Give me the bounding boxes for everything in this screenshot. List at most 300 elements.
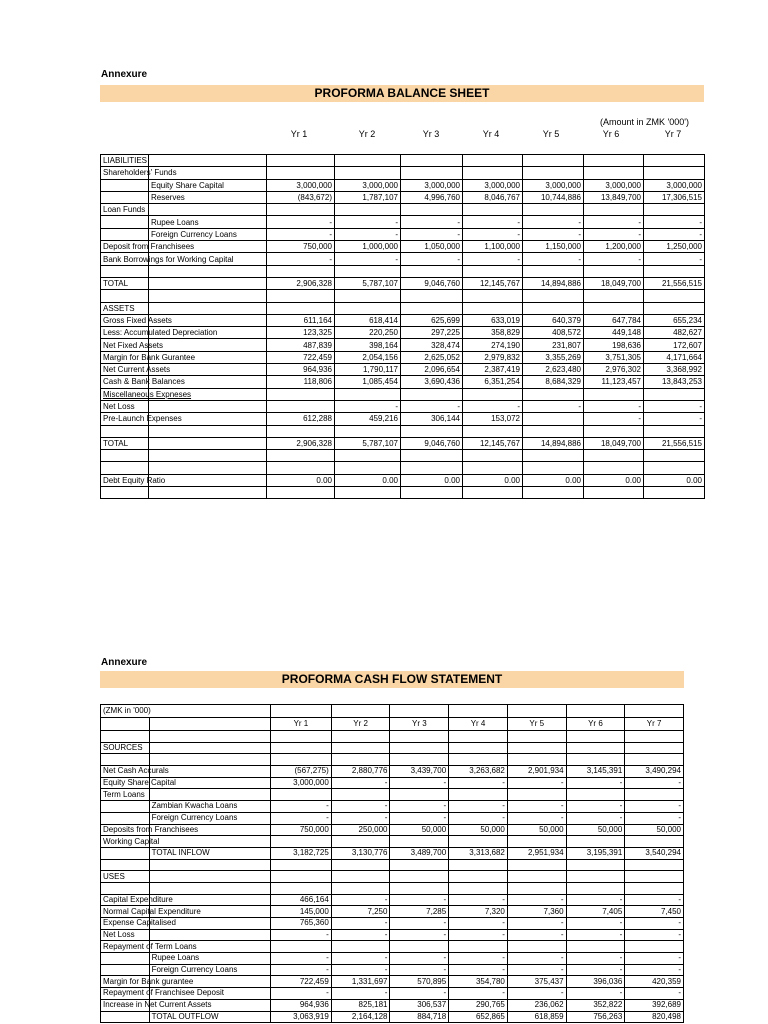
year-header: Yr 2 [331,718,390,731]
empty-cell [149,731,270,743]
value-cell: 750,000 [271,824,332,836]
empty-cell [149,155,267,167]
value-cell [390,871,449,883]
table-row [101,487,705,499]
value-cell: 7,405 [566,906,625,918]
value-cell: - [331,777,390,789]
value-cell: 612,288 [267,413,335,425]
value-cell: 2,164,128 [331,1011,390,1023]
table-row [101,953,684,965]
value-cell: (843,672) [267,191,335,203]
value-cell: 220,250 [335,327,401,339]
value-cell [463,425,523,437]
value-cell [566,882,625,894]
value-cell: 123,325 [267,327,335,339]
value-cell: 3,130,776 [331,847,390,859]
value-cell: 4,171,664 [644,351,705,363]
year-header: Yr 6 [566,718,625,731]
table-row [101,191,705,203]
row-label: Margin for Bank Gurantee [101,351,149,363]
balance-sheet-year-headers [0,129,768,141]
value-cell: 3,751,305 [584,351,644,363]
value-cell: 3,063,919 [271,1011,332,1023]
value-cell [566,836,625,848]
value-cell: - [449,918,508,930]
value-cell: - [449,953,508,965]
row-label: Debt Equity Ratio [101,474,149,486]
value-cell: - [584,413,644,425]
value-cell: 236,062 [507,999,566,1011]
empty-cell [149,425,267,437]
value-cell: 1,150,000 [523,241,584,253]
table-row [101,228,705,240]
value-cell [566,754,625,766]
table-row [101,400,705,412]
value-cell [644,462,705,474]
value-cell [625,871,684,883]
value-cell [625,882,684,894]
row-sublabel: Zambian Kwacha Loans [149,801,270,813]
value-cell [267,462,335,474]
row-label: Increase in Net Current Assets [101,999,150,1011]
table-row [101,339,705,351]
value-cell: - [463,228,523,240]
empty-cell [101,191,149,203]
value-cell [463,388,523,400]
value-cell [523,425,584,437]
value-cell: 1,200,000 [584,241,644,253]
value-cell [331,871,390,883]
value-cell [401,167,463,179]
table-row [101,1011,684,1023]
value-cell: 1,790,117 [335,364,401,376]
value-cell [449,742,508,754]
table-row [101,179,705,191]
value-cell [390,754,449,766]
value-cell [331,941,390,953]
value-cell [566,859,625,871]
value-cell [449,859,508,871]
table-row [101,241,705,253]
value-cell: 2,625,052 [401,351,463,363]
value-cell: 964,936 [267,364,335,376]
value-cell: - [625,894,684,906]
year-header: Yr 6 [602,129,620,139]
value-cell: 3,313,682 [449,847,508,859]
balance-sheet-title: PROFORMA BALANCE SHEET [100,85,704,102]
value-cell [335,462,401,474]
value-cell [335,167,401,179]
value-cell: - [390,929,449,941]
value-cell: 570,895 [390,976,449,988]
value-cell: 2,906,328 [267,277,335,289]
row-sublabel: TOTAL INFLOW [149,847,270,859]
empty-cell [149,277,267,289]
row-label: Deposits from Franchisees [101,824,150,836]
value-cell: 3,145,391 [566,766,625,778]
table-row [101,882,684,894]
value-cell [644,302,705,314]
value-cell: - [390,801,449,813]
year-header: Yr 3 [422,129,440,139]
value-cell: 14,894,886 [523,277,584,289]
value-cell [644,450,705,462]
table-row [101,290,705,302]
value-cell [401,204,463,216]
value-cell: 884,718 [390,1011,449,1023]
empty-cell [101,487,149,499]
value-cell [401,425,463,437]
value-cell [401,487,463,499]
value-cell: 7,285 [390,906,449,918]
table-row [101,437,705,449]
value-cell [463,290,523,302]
empty-cell [149,789,270,801]
empty-cell [101,847,150,859]
value-cell: - [335,216,401,228]
year-header: Yr 4 [482,129,500,139]
value-cell: 7,320 [449,906,508,918]
value-cell: - [463,216,523,228]
empty-cell [149,437,267,449]
value-cell [331,731,390,743]
table-row [101,155,705,167]
value-cell: 618,414 [335,314,401,326]
year-header: Yr 4 [449,718,508,731]
annexure-label: Annexure [101,69,148,80]
empty-cell [101,216,149,228]
value-cell: 0.00 [335,474,401,486]
value-cell [335,155,401,167]
row-label: Net Current Assets [101,364,149,376]
value-cell: 3,000,000 [335,179,401,191]
row-label: Bank Borrowings for Working Capital [101,253,149,265]
value-cell [584,425,644,437]
value-cell: 0.00 [463,474,523,486]
value-cell: 2,387,419 [463,364,523,376]
value-cell: 2,951,934 [507,847,566,859]
value-cell: 0.00 [523,474,584,486]
value-cell [523,302,584,314]
empty-cell [101,290,149,302]
empty-cell [101,228,149,240]
value-cell: - [625,988,684,1000]
value-cell: - [644,216,705,228]
value-cell [625,836,684,848]
value-cell [267,400,335,412]
row-label: Working Capital [101,836,150,848]
row-label: Capital Expenditure [101,894,150,906]
value-cell: - [390,964,449,976]
value-cell [584,167,644,179]
value-cell [584,265,644,277]
value-cell [584,450,644,462]
value-cell: 375,437 [507,976,566,988]
value-cell: 3,490,294 [625,766,684,778]
value-cell: - [401,228,463,240]
value-cell [566,941,625,953]
table-row [101,894,684,906]
row-sublabel: Rupee Loans [149,953,270,965]
value-cell [271,941,332,953]
value-cell: 50,000 [390,824,449,836]
value-cell: 145,000 [271,906,332,918]
value-cell [566,789,625,801]
value-cell: 14,894,886 [523,437,584,449]
empty-cell [101,964,150,976]
row-sublabel: Reserves [149,191,267,203]
value-cell [401,388,463,400]
value-cell: - [566,777,625,789]
value-cell [463,487,523,499]
table-row [101,351,705,363]
value-cell: - [449,801,508,813]
value-cell: - [625,953,684,965]
year-header: Yr 1 [271,718,332,731]
row-sublabel: Foreign Currency Loans [149,228,267,240]
row-label: TOTAL [101,277,149,289]
value-cell: - [331,953,390,965]
empty-cell [149,871,270,883]
table-row [101,918,684,930]
value-cell [507,836,566,848]
value-cell: 352,822 [566,999,625,1011]
value-cell [390,859,449,871]
table-row [101,777,684,789]
table-row [101,988,684,1000]
value-cell [449,941,508,953]
empty-cell [101,882,150,894]
value-cell: 17,306,515 [644,191,705,203]
value-cell [335,425,401,437]
value-cell [390,731,449,743]
value-cell [449,882,508,894]
row-sublabel: TOTAL OUTFLOW [149,1011,270,1023]
value-cell: - [566,918,625,930]
value-cell: - [523,228,584,240]
balance-sheet-table [100,154,705,499]
value-cell: 198,636 [584,339,644,351]
value-cell [390,789,449,801]
value-cell: 3,368,992 [644,364,705,376]
row-label: Normal Capital Expenditure [101,906,150,918]
value-cell: 231,807 [523,339,584,351]
value-cell: 722,459 [271,976,332,988]
table-row [101,871,684,883]
value-cell [625,859,684,871]
value-cell [644,290,705,302]
value-cell [267,155,335,167]
value-cell: 2,880,776 [331,766,390,778]
value-cell: 18,049,700 [584,277,644,289]
row-label: TOTAL [101,437,149,449]
value-cell: 0.00 [267,474,335,486]
table-row [101,976,684,988]
row-label: Repayment of Franchisee Deposit [101,988,150,1000]
value-cell: 9,046,760 [401,277,463,289]
year-header: Yr 7 [664,129,682,139]
value-cell: 633,019 [463,314,523,326]
empty-cell [149,265,267,277]
value-cell: - [625,801,684,813]
table-row [101,964,684,976]
value-cell: 4,996,760 [401,191,463,203]
value-cell: 3,540,294 [625,847,684,859]
value-cell: 3,263,682 [449,766,508,778]
value-cell [267,487,335,499]
value-cell: 2,054,156 [335,351,401,363]
value-cell: - [401,253,463,265]
value-cell [267,425,335,437]
unit-note: (ZMK in '000) [101,705,271,718]
value-cell: 765,360 [271,918,332,930]
value-cell: 3,182,725 [271,847,332,859]
empty-cell [149,400,267,412]
value-cell: 274,190 [463,339,523,351]
value-cell: 5,787,107 [335,437,401,449]
row-label: Gross Fixed Assets [101,314,149,326]
value-cell [401,265,463,277]
value-cell: 2,906,328 [267,437,335,449]
empty-cell [101,462,149,474]
value-cell: 408,572 [523,327,584,339]
value-cell [390,742,449,754]
value-cell: - [335,253,401,265]
empty-cell [149,929,270,941]
value-cell: - [566,964,625,976]
empty-cell [149,204,267,216]
value-cell [271,731,332,743]
value-cell [523,462,584,474]
value-cell: - [507,801,566,813]
table-row [101,742,684,754]
value-cell [271,836,332,848]
value-cell [401,155,463,167]
value-cell: - [449,988,508,1000]
table-row [101,462,705,474]
value-cell: 1,331,697 [331,976,390,988]
value-cell [463,167,523,179]
value-cell: 50,000 [449,824,508,836]
value-cell [523,155,584,167]
value-cell [401,290,463,302]
value-cell: 618,859 [507,1011,566,1023]
value-cell [644,167,705,179]
value-cell [331,754,390,766]
value-cell: - [584,228,644,240]
value-cell [625,754,684,766]
value-cell: 396,036 [566,976,625,988]
value-cell: 392,689 [625,999,684,1011]
value-cell: - [271,953,332,965]
row-label: Net Fixed Assets [101,339,149,351]
value-cell [523,487,584,499]
value-cell: - [566,894,625,906]
value-cell: 820,498 [625,1011,684,1023]
value-cell: 1,787,107 [335,191,401,203]
value-cell: 1,250,000 [644,241,705,253]
empty-cell [149,462,267,474]
row-sublabel: Foreign Currency Loans [149,812,270,824]
value-cell: - [644,253,705,265]
value-cell: - [390,918,449,930]
value-cell [625,941,684,953]
value-cell: 1,100,000 [463,241,523,253]
empty-cell [149,882,270,894]
value-cell: 3,000,000 [523,179,584,191]
value-cell [335,302,401,314]
value-cell: 7,360 [507,906,566,918]
value-cell: 354,780 [449,976,508,988]
empty-cell [101,812,150,824]
empty-cell [149,290,267,302]
value-cell: 297,225 [401,327,463,339]
value-cell: 449,148 [584,327,644,339]
value-cell [507,882,566,894]
value-cell: - [507,812,566,824]
value-cell: 118,806 [267,376,335,388]
value-cell [401,450,463,462]
row-label: Miscellaneous Expneses [101,388,149,400]
table-row [101,929,684,941]
table-row [101,474,705,486]
value-cell: 358,829 [463,327,523,339]
value-cell: - [507,918,566,930]
empty-cell [101,265,149,277]
empty-cell [149,859,270,871]
value-cell: - [584,216,644,228]
value-cell [523,290,584,302]
value-cell: - [644,413,705,425]
table-row [101,812,684,824]
value-cell: 9,046,760 [401,437,463,449]
value-cell: 250,000 [331,824,390,836]
value-cell: 756,263 [566,1011,625,1023]
value-cell: 50,000 [625,824,684,836]
value-cell: 12,145,767 [463,437,523,449]
value-cell [584,302,644,314]
value-cell: 3,690,436 [401,376,463,388]
value-cell: - [449,964,508,976]
row-label: LIABILITIES [101,155,149,167]
table-row [101,859,684,871]
value-cell: 12,145,767 [463,277,523,289]
value-cell [584,290,644,302]
empty-cell [101,859,150,871]
value-cell: - [401,400,463,412]
row-label: Shareholders' Funds [101,167,149,179]
cash-flow-title: PROFORMA CASH FLOW STATEMENT [100,671,684,688]
table-row [101,999,684,1011]
row-label: Cash & Bank Balances [101,376,149,388]
value-cell [463,204,523,216]
value-cell: 3,000,000 [463,179,523,191]
value-cell [584,155,644,167]
value-cell [267,167,335,179]
value-cell: 7,250 [331,906,390,918]
value-cell [335,290,401,302]
empty-cell [149,450,267,462]
value-cell [267,302,335,314]
value-cell [644,204,705,216]
value-cell: - [390,953,449,965]
year-header: Yr 7 [625,718,684,731]
value-cell: - [390,894,449,906]
value-cell: 2,979,832 [463,351,523,363]
table-row [101,425,705,437]
row-label: USES [101,871,150,883]
empty-cell [101,953,150,965]
